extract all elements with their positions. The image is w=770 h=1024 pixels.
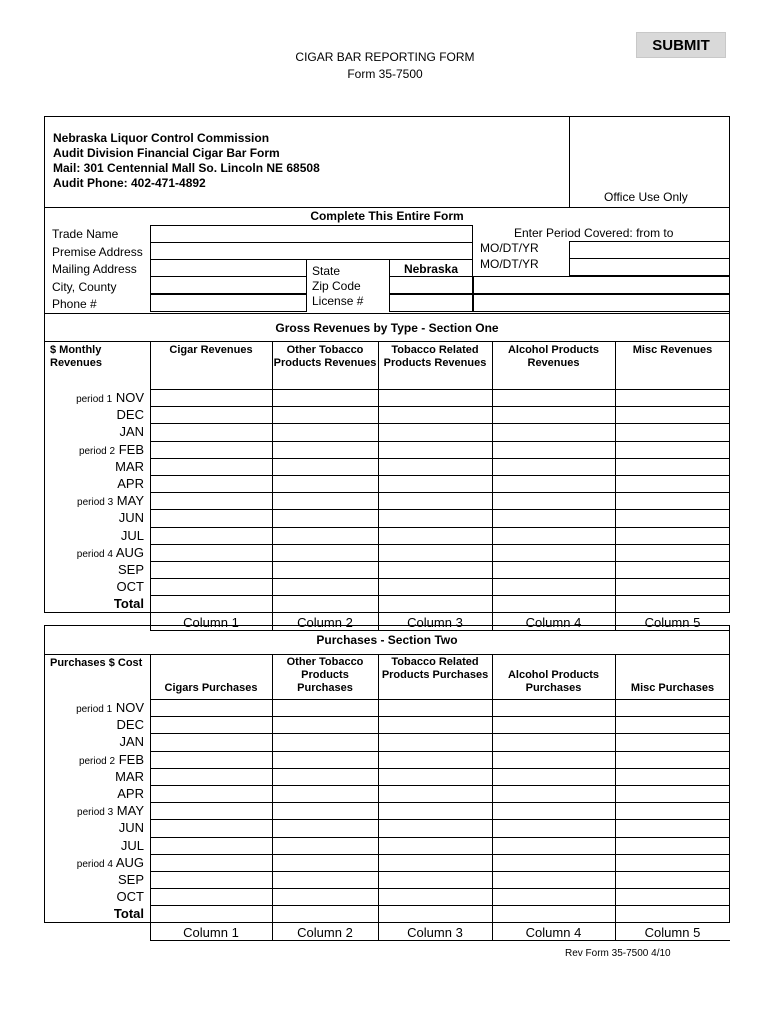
agency-name: Nebraska Liquor Control Commission	[53, 131, 270, 145]
license-label: License #	[312, 294, 364, 308]
section2-cell[interactable]	[273, 700, 377, 715]
state-value: Nebraska	[403, 262, 459, 276]
section2-column-number-2: Column 2	[297, 924, 353, 940]
month-label: AUG	[115, 544, 144, 560]
office-use-label: Office Use Only	[604, 190, 688, 204]
section2-cell[interactable]	[379, 786, 491, 801]
section2-cell[interactable]	[493, 872, 614, 887]
section1-cell[interactable]	[616, 528, 729, 543]
section1-cell[interactable]	[273, 545, 377, 560]
agency-division: Audit Division Financial Cigar Bar Form	[53, 146, 280, 160]
section1-cell[interactable]	[493, 510, 614, 525]
section2-row-label	[44, 889, 144, 904]
section1-cell[interactable]	[493, 493, 614, 508]
section1-cell[interactable]	[273, 510, 377, 525]
section1-cell[interactable]	[273, 493, 377, 508]
section1-row-label	[44, 407, 144, 422]
section2-row-label	[44, 700, 144, 715]
section2-row-label	[44, 734, 144, 749]
section2-column-number-1: Column 1	[183, 924, 239, 940]
section2-cell[interactable]	[616, 838, 729, 853]
month-label: DEC	[116, 407, 144, 423]
period-label: period 4	[76, 858, 113, 870]
section2-cell[interactable]	[493, 855, 614, 870]
section2-cell[interactable]	[273, 838, 377, 853]
section2-cell[interactable]	[616, 872, 729, 887]
section2-row-label	[44, 769, 144, 784]
section2-row-label	[44, 717, 144, 732]
section2-cell[interactable]	[616, 717, 729, 732]
section1-cell[interactable]	[616, 545, 729, 560]
section1-cell[interactable]	[273, 476, 377, 491]
month-label: SEP	[117, 562, 144, 577]
complete-form-heading: Complete This Entire Form	[310, 209, 464, 223]
month-label: OCT	[116, 579, 144, 595]
section1-col-header-1: Cigar Revenues	[169, 344, 253, 356]
section1-cell[interactable]	[616, 596, 729, 611]
form-number: Form 35-7500	[347, 67, 423, 81]
city-county-label: City, County	[52, 280, 117, 294]
section1-cell[interactable]	[493, 407, 614, 422]
section1-cell[interactable]	[379, 407, 491, 422]
section1-cell[interactable]	[379, 562, 491, 577]
premise-address-input[interactable]	[150, 242, 473, 260]
section2-cell[interactable]	[379, 838, 491, 853]
section1-cell[interactable]	[151, 562, 271, 577]
section1-cell[interactable]	[379, 596, 491, 611]
section2-cell[interactable]	[273, 872, 377, 887]
section2-cell[interactable]	[151, 855, 271, 870]
section2-cell[interactable]	[151, 820, 271, 835]
section1-cell[interactable]	[379, 528, 491, 543]
section2-cell[interactable]	[493, 700, 614, 715]
period-label: period 3	[77, 497, 114, 509]
section1-cell[interactable]	[151, 596, 271, 611]
section1-cell[interactable]	[273, 562, 377, 577]
section1-cell[interactable]	[493, 579, 614, 594]
section2-cell[interactable]	[273, 734, 377, 749]
section2-cell[interactable]	[379, 855, 491, 870]
section2-heading: Purchases - Section Two	[316, 633, 458, 647]
month-label: FEB	[118, 751, 144, 767]
section1-row-label	[44, 579, 144, 594]
section1-heading: Gross Revenues by Type - Section One	[275, 321, 499, 335]
section1-cell[interactable]	[493, 442, 614, 457]
section2-cell[interactable]	[616, 700, 729, 715]
trade-name-label: Trade Name	[52, 227, 119, 241]
section2-cell[interactable]	[493, 803, 614, 818]
section2-col-header-2: Other Tobacco Products Purchases	[286, 656, 364, 694]
month-label: JUN	[118, 510, 144, 526]
section2-cell[interactable]	[379, 734, 491, 749]
section1-cell[interactable]	[616, 390, 729, 405]
month-label: APR	[117, 476, 144, 491]
section2-cell[interactable]	[616, 752, 729, 767]
section1-cell[interactable]	[151, 528, 271, 543]
section1-row-label	[44, 510, 144, 525]
zip-input[interactable]	[389, 276, 473, 294]
section2-cell[interactable]	[379, 820, 491, 835]
section1-column-number-5: Column 5	[644, 614, 701, 630]
section2-column-number-3: Column 3	[407, 924, 463, 940]
city-county-input[interactable]	[150, 276, 307, 294]
section1-cell[interactable]	[616, 562, 729, 577]
section1-cell[interactable]	[616, 459, 729, 474]
section2-row-label	[44, 872, 144, 887]
section2-cell[interactable]	[493, 889, 614, 904]
section1-row-label	[44, 442, 144, 457]
section2-cell[interactable]	[273, 752, 377, 767]
section2-row-label	[44, 803, 144, 818]
section2-row-header: Purchases $ Cost	[50, 657, 143, 669]
section2-cell[interactable]	[151, 700, 271, 715]
section1-cell[interactable]	[493, 424, 614, 439]
section1-cell[interactable]	[273, 596, 377, 611]
period-label: period 1	[76, 704, 113, 715]
section2-cell[interactable]	[379, 717, 491, 732]
section1-cell[interactable]	[273, 528, 377, 543]
section1-cell[interactable]	[151, 476, 271, 491]
section1-col-header-4: Alcohol Products Revenues	[507, 344, 600, 369]
section2-column-number-5: Column 5	[644, 924, 701, 940]
month-label: MAY	[116, 803, 144, 819]
section2-cell[interactable]	[493, 838, 614, 853]
section2-cell[interactable]	[151, 889, 271, 904]
section1-cell[interactable]	[379, 459, 491, 474]
section1-cell[interactable]	[379, 579, 491, 594]
section1-cell[interactable]	[151, 459, 271, 474]
section1-row-header: $ Monthly Revenues	[50, 344, 102, 369]
section1-cell[interactable]	[151, 390, 271, 405]
section1-row-label	[44, 390, 144, 405]
section2-cell[interactable]	[151, 803, 271, 818]
section1-cell[interactable]	[616, 493, 729, 508]
section2-row-label	[44, 838, 144, 853]
section1-cell[interactable]	[273, 390, 377, 405]
mailing-address-input[interactable]	[150, 259, 307, 277]
section1-cell[interactable]	[151, 510, 271, 525]
premise-address-label: Premise Address	[52, 245, 143, 259]
section2-row-label	[44, 752, 144, 767]
section2-cell[interactable]	[379, 906, 491, 921]
period-label: period 3	[77, 807, 114, 819]
trade-name-input[interactable]	[150, 225, 473, 243]
section1-col-header-2: Other Tobacco Products Revenues	[273, 344, 377, 369]
section1-cell[interactable]	[379, 493, 491, 508]
section2-cell[interactable]	[616, 906, 729, 921]
section1-cell[interactable]	[151, 545, 271, 560]
zip-label: Zip Code	[312, 279, 361, 293]
month-label: FEB	[118, 441, 144, 457]
month-label: JAN	[119, 734, 144, 750]
section1-cell[interactable]	[273, 442, 377, 457]
section1-cell[interactable]	[379, 424, 491, 439]
period-label: period 2	[78, 445, 116, 457]
section2-cell[interactable]	[151, 769, 271, 784]
section1-cell[interactable]	[273, 424, 377, 439]
agency-phone: Audit Phone: 402-471-4892	[53, 176, 206, 190]
section2-cell[interactable]	[273, 889, 377, 904]
month-label: MAY	[116, 493, 144, 509]
mailing-address-label: Mailing Address	[52, 262, 137, 276]
section2-cell[interactable]	[493, 906, 614, 921]
section2-row-label	[44, 786, 144, 801]
section1-row-label	[44, 424, 144, 439]
month-label: JUN	[118, 820, 144, 836]
section1-col-header-3: Tobacco Related Products Revenues	[383, 344, 487, 369]
section2-table	[44, 654, 730, 938]
section1-cell[interactable]	[493, 476, 614, 491]
section1-row-label	[44, 545, 144, 560]
section1-cell[interactable]	[616, 510, 729, 525]
section2-cell[interactable]	[493, 717, 614, 732]
section1-cell[interactable]	[151, 493, 271, 508]
section1-total-label: Total	[113, 596, 144, 612]
section2-cell[interactable]	[616, 803, 729, 818]
section2-cell[interactable]	[616, 889, 729, 904]
section1-cell[interactable]	[616, 424, 729, 439]
month-label: JUL	[120, 527, 144, 543]
section2-row-label	[44, 855, 144, 870]
phone-input[interactable]	[150, 294, 307, 312]
section1-cell[interactable]	[616, 476, 729, 491]
agency-address: Mail: 301 Centennial Mall So. Lincoln NE 68508	[53, 161, 320, 175]
section1-cell[interactable]	[379, 545, 491, 560]
section2-cell[interactable]	[273, 855, 377, 870]
phone-label: Phone #	[52, 297, 97, 311]
period-label: period 4	[76, 548, 113, 560]
section1-column-number-1: Column 1	[183, 614, 239, 630]
section1-col-header-5: Misc Revenues	[632, 344, 713, 356]
section2-col-header-5: Misc Purchases	[630, 682, 715, 694]
section1-cell[interactable]	[273, 407, 377, 422]
license-input[interactable]	[389, 294, 473, 312]
section2-cell[interactable]	[273, 786, 377, 801]
section2-cell[interactable]	[379, 889, 491, 904]
extra-input-2[interactable]	[473, 294, 730, 312]
to-format-label: MO/DT/YR	[480, 257, 539, 271]
section1-cell[interactable]	[493, 545, 614, 560]
section1-cell[interactable]	[493, 596, 614, 611]
section2-total-label: Total	[113, 906, 144, 922]
month-label: NOV	[115, 700, 144, 715]
section1-cell[interactable]	[379, 390, 491, 405]
extra-input-1[interactable]	[473, 276, 730, 294]
section2-cell[interactable]	[616, 786, 729, 801]
section2-cell[interactable]	[151, 872, 271, 887]
month-label: MAR	[115, 768, 144, 784]
section2-row-label	[44, 820, 144, 835]
section2-cell[interactable]	[616, 820, 729, 835]
month-label: APR	[117, 786, 144, 801]
section2-cell[interactable]	[493, 734, 614, 749]
submit-button[interactable]: SUBMIT	[636, 32, 726, 58]
section2-cell[interactable]	[493, 769, 614, 784]
section1-row-label	[44, 528, 144, 543]
section1-table	[44, 341, 730, 630]
period-to-input[interactable]	[569, 258, 730, 276]
section2-cell[interactable]	[273, 803, 377, 818]
section1-cell[interactable]	[493, 459, 614, 474]
section1-cell[interactable]	[616, 407, 729, 422]
period-label: period 2	[78, 755, 116, 767]
section1-cell[interactable]	[273, 459, 377, 474]
section1-cell[interactable]	[151, 442, 271, 457]
section2-cell[interactable]	[273, 769, 377, 784]
state-label: State	[312, 264, 341, 278]
section2-cell[interactable]	[151, 734, 271, 749]
section2-col-header-1: Cigars Purchases	[164, 682, 258, 694]
section2-cell[interactable]	[151, 717, 271, 732]
period-from-input[interactable]	[569, 241, 730, 259]
section2-column-number-4: Column 4	[525, 924, 582, 940]
from-format-label: MO/DT/YR	[480, 241, 539, 255]
section1-row-label	[44, 459, 144, 474]
section2-cell[interactable]	[273, 717, 377, 732]
section1-cell[interactable]	[493, 562, 614, 577]
period-label: period 1	[76, 394, 113, 405]
month-label: MAR	[115, 458, 144, 474]
section1-cell[interactable]	[151, 407, 271, 422]
month-label: OCT	[116, 889, 144, 905]
section2-cell[interactable]	[616, 769, 729, 784]
period-covered-label: Enter Period Covered: from to	[514, 226, 674, 240]
month-label: JUL	[120, 837, 144, 853]
section1-cell[interactable]	[493, 528, 614, 543]
section2-cell[interactable]	[493, 752, 614, 767]
section2-cell[interactable]	[493, 786, 614, 801]
section2-cell[interactable]	[151, 838, 271, 853]
section1-cell[interactable]	[616, 579, 729, 594]
section2-cell[interactable]	[273, 820, 377, 835]
section1-cell[interactable]	[379, 476, 491, 491]
section1-row-label	[44, 476, 144, 491]
month-label: DEC	[116, 717, 144, 733]
revision-footer: Rev Form 35-7500 4/10	[565, 948, 671, 959]
section1-cell[interactable]	[379, 442, 491, 457]
section2-cell[interactable]	[379, 872, 491, 887]
section1-column-number-3: Column 3	[407, 614, 463, 630]
section2-col-header-3: Tobacco Related Products Purchases	[381, 656, 489, 681]
section2-cell[interactable]	[151, 752, 271, 767]
section1-column-number-4: Column 4	[525, 614, 582, 630]
section2-cell[interactable]	[379, 752, 491, 767]
section1-cell[interactable]	[493, 390, 614, 405]
section2-cell[interactable]	[151, 786, 271, 801]
form-title: CIGAR BAR REPORTING FORM	[295, 50, 475, 64]
section1-cell[interactable]	[151, 579, 271, 594]
section1-cell[interactable]	[273, 579, 377, 594]
section2-cell[interactable]	[379, 769, 491, 784]
section2-cell[interactable]	[379, 803, 491, 818]
month-label: NOV	[115, 390, 144, 405]
section1-row-label	[44, 493, 144, 508]
month-label: AUG	[115, 854, 144, 870]
section2-cell[interactable]	[151, 906, 271, 921]
section2-cell[interactable]	[379, 700, 491, 715]
section2-cell[interactable]	[493, 820, 614, 835]
section2-cell[interactable]	[616, 734, 729, 749]
section1-row-label	[44, 562, 144, 577]
section1-column-number-2: Column 2	[297, 614, 353, 630]
section1-cell[interactable]	[379, 510, 491, 525]
section2-cell[interactable]	[273, 906, 377, 921]
month-label: JAN	[119, 424, 144, 440]
section2-cell[interactable]	[616, 855, 729, 870]
month-label: SEP	[117, 872, 144, 887]
section1-cell[interactable]	[616, 442, 729, 457]
section1-cell[interactable]	[151, 424, 271, 439]
section2-col-header-4: Alcohol Products Purchases	[507, 669, 600, 694]
